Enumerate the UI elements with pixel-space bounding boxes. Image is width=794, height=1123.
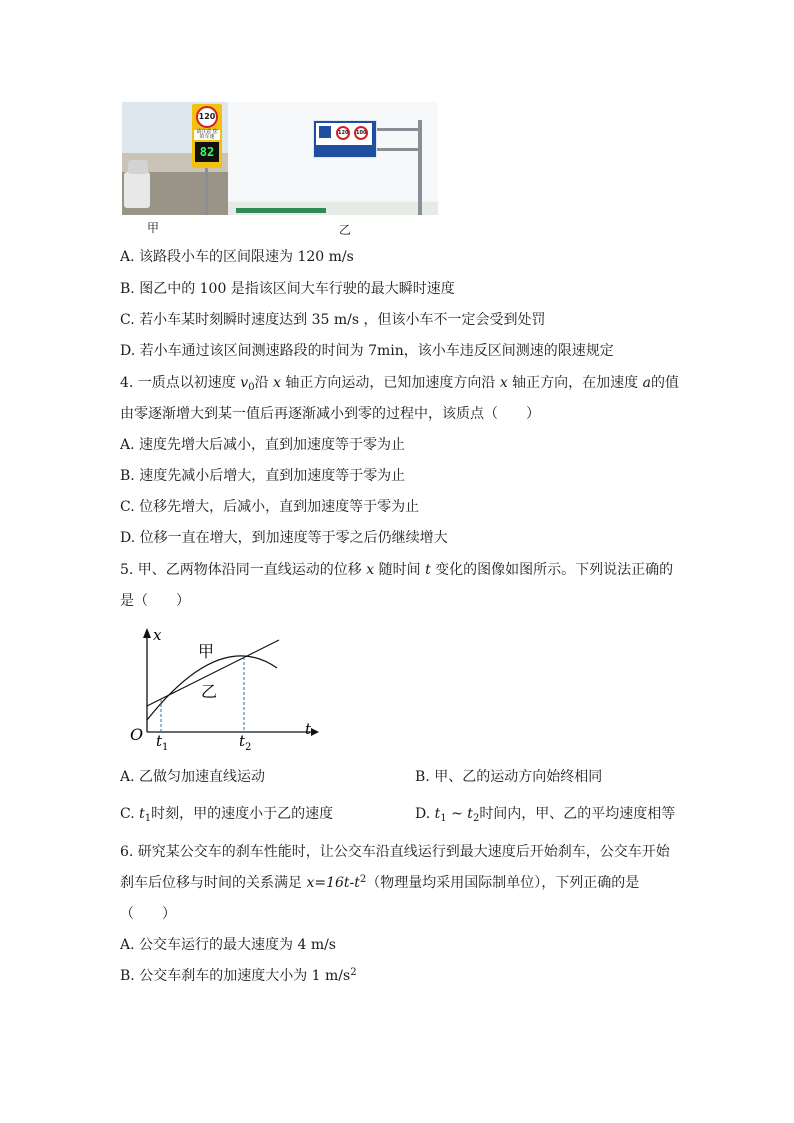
q4-option-b: B. 速度先减小后增大，直到加速度等于零为止	[120, 468, 406, 484]
q5-option-a: A. 乙做匀加速直线运动	[120, 769, 266, 785]
gantry-limit-car: 120	[336, 126, 350, 140]
car-image	[124, 172, 150, 208]
caption-right: 乙	[339, 223, 352, 237]
q4-option-d: D. 位移一直在增大，到加速度等于零之后仍继续增大	[120, 530, 448, 546]
sign-pole	[205, 162, 208, 215]
car-image	[128, 160, 148, 174]
x-axis-arrow	[143, 628, 151, 638]
camera-icon	[319, 126, 331, 138]
speed-display: 82	[195, 142, 219, 162]
q5-option-b: B. 甲、乙的运动方向始终相同	[415, 769, 603, 785]
xt-graph	[125, 622, 325, 752]
q6-option-a: A. 公交车运行的最大速度为 4 m/s	[120, 937, 336, 953]
t1-label: t	[156, 732, 163, 750]
axis-label-x: x	[153, 626, 162, 644]
q5-option-d: D. $t_1$ ~ $t_2$时间内，甲、乙的平均速度相等	[415, 806, 676, 824]
gantry-limit-bus: 100	[354, 126, 368, 140]
t2-label: t	[239, 732, 246, 750]
q3-option-b: B. 图乙中的 100 是指该区间大车行驶的最大瞬时速度	[120, 281, 455, 297]
q6-stem-line3: （ ）	[120, 906, 176, 922]
gantry-pole	[418, 120, 422, 215]
label-yi: 乙	[201, 682, 218, 701]
q5-option-c: C. $t_1$时刻，甲的速度小于乙的速度	[120, 806, 334, 824]
q6-stem-line1: 6. 研究某公交车的刹车性能时，让公交车沿直线运行到最大速度后开始刹车，公交车开始	[120, 844, 670, 860]
label-jia: 甲	[198, 642, 215, 661]
axis-label-t: t	[305, 720, 312, 738]
origin-label: O	[130, 725, 144, 744]
figure-photo	[122, 102, 438, 215]
q6-stem-line2: 刹车后位移与时间的关系满足 $x=16t-t^2$（物理量均采用国际制单位），下列正确的是	[120, 874, 640, 891]
q4-stem-line2: 由零逐渐增大到某一值后再逐渐减小到零的过程中，该质点（ ）	[120, 406, 540, 422]
q3-option-c: C. 若小车某时刻瞬时速度达到 35 m/s ，但该小车不一定会受到处罚	[120, 312, 546, 328]
highway-photo-right	[228, 102, 438, 215]
caption-left: 甲	[147, 221, 160, 235]
q4-option-a: A. 速度先增大后减小，直到加速度等于零为止	[120, 437, 406, 453]
road-sign-strip	[236, 208, 326, 213]
sign-notice-text: 请注意 您的车速	[194, 130, 220, 140]
q4-option-c: C. 位移先增大，后减小，直到加速度等于零为止	[120, 499, 420, 515]
t1-sub: 1	[162, 742, 169, 752]
q6-option-b: B. 公交车刹车的加速度大小为 1 $m/s^2$	[120, 967, 357, 984]
q3-option-d: D. 若小车通过该区间测速路段的时间为 7min，该小车违反区间测速的限速规定	[120, 343, 614, 359]
q3-option-a: A. 该路段小车的区间限速为 120 m/s	[120, 249, 354, 265]
t2-sub: 2	[245, 742, 252, 752]
q4-stem-line1: 4. 一质点以初速度 $v_0$沿 x 轴正方向运动，已知加速度方向沿 x 轴正方向，在加速度 a的值	[120, 375, 679, 393]
q5-stem-line2: 是（ ）	[120, 593, 190, 609]
speed-limit-sign: 120	[196, 106, 218, 128]
gantry-arm	[374, 148, 420, 151]
gantry-arm	[374, 128, 420, 131]
q5-stem-line1: 5. 甲、乙两物体沿同一直线运动的位移 x 随时间 t 变化的图像如图所示。下列说法正确的	[120, 562, 674, 578]
t-axis-arrow	[311, 728, 319, 736]
